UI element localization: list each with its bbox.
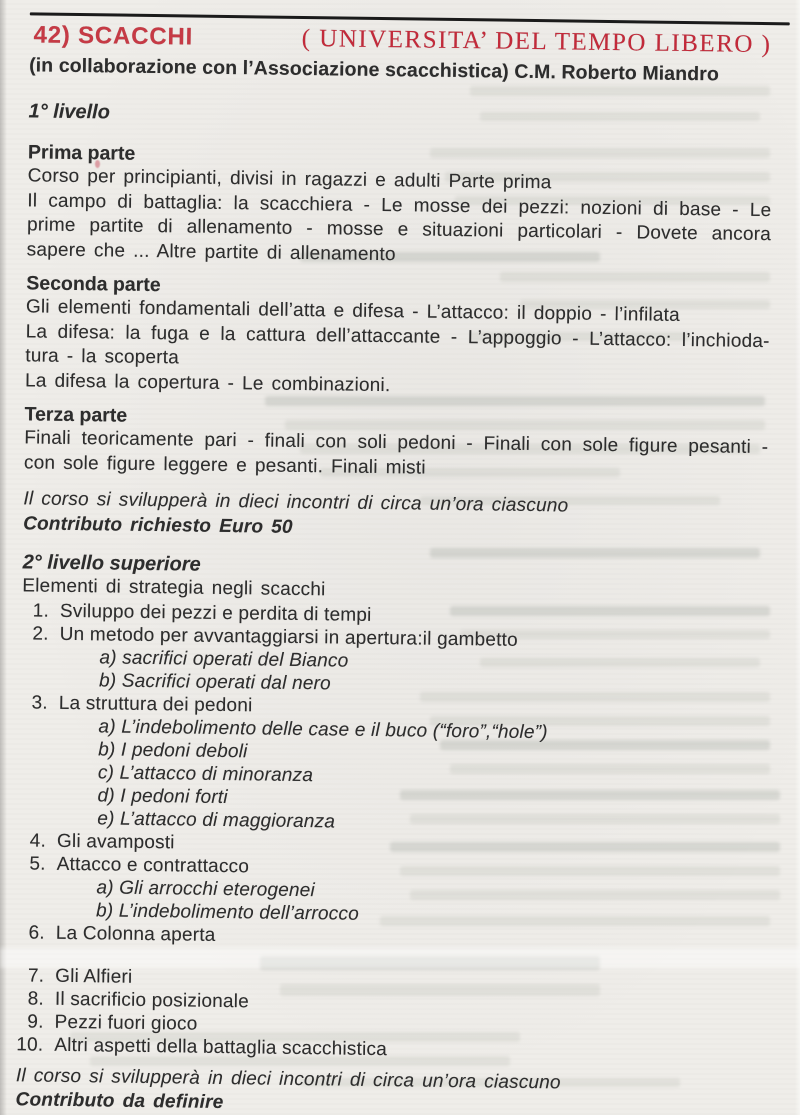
list-subitem: a) L’indebolimento delle case e il buco (“foro”,“hole”) xyxy=(98,715,548,743)
list-subitem: a) sacrifici operati del Bianco xyxy=(99,646,349,672)
list-item-text: La Colonna aperta xyxy=(55,922,216,946)
list-item-text: La struttura dei pedoni xyxy=(58,692,253,716)
list-item-text: Un metodo per avvantaggiarsi in apertura:il gambetto xyxy=(59,623,519,651)
list-item-text: Sviluppo dei pezzi e perdita di tempi xyxy=(59,600,372,626)
list-item-number: 6. xyxy=(28,921,45,944)
paragraph: La difesa: la fuga e la cattura dell’attaccante - L’appoggio - L’attacco: l’inchioda-tura - la scoperta xyxy=(25,320,770,369)
list-item-text: Altri aspetti della battaglia scacchistica xyxy=(54,1034,388,1060)
list-item-number: 9. xyxy=(27,1010,44,1033)
paragraph: Gli elementi fondamentali dell’atta e difesa - L’attacco: il doppio - l’infilata xyxy=(25,296,681,326)
list-subitem: b) Sacrifici operati dal nero xyxy=(98,669,332,694)
list-subitem: b) I pedoni deboli xyxy=(98,738,248,762)
list-item-text: Gli Alfieri xyxy=(55,965,133,988)
list-item-number: 8. xyxy=(27,987,45,1010)
part-heading-prima: Prima parte xyxy=(27,141,136,165)
level1-fee-note: Contributo richiesto Euro 50 xyxy=(23,512,293,538)
list-item-number: 1. xyxy=(32,599,50,622)
list-item-number: 4. xyxy=(29,829,47,852)
list-item-number: 10. xyxy=(16,1033,44,1056)
section-seconda-parte xyxy=(25,271,771,403)
level2-intro: Elementi di strategia negli scacchi xyxy=(22,575,326,601)
level2-duration-note: Il corso si svilupperà in dieci incontri di circa un’ora ciascuno xyxy=(15,1064,561,1093)
strategy-topic-list xyxy=(16,599,766,1066)
list-subitem: b) L’indebolimento dell’arrocco xyxy=(95,899,360,925)
list-item-number: 7. xyxy=(27,964,45,987)
institution-name: ( UNIVERSITA’ DEL TEMPO LIBERO ) xyxy=(301,24,772,59)
level2-fee-note: Contributo da definire xyxy=(15,1089,224,1114)
list-item-number: 5. xyxy=(29,852,46,875)
list-subitem: a) Gli arrocchi eterogenei xyxy=(96,876,316,901)
level1-duration-note: Il corso si svilupperà in dieci incontri di circa un’ora ciascuno xyxy=(23,488,569,517)
part-heading-terza: Terza parte xyxy=(24,403,128,427)
section-prima-parte xyxy=(27,140,773,272)
collaboration-line: (in collaborazione con l’Associazione scacchistica) C.M. Roberto Miandro xyxy=(29,54,720,86)
list-item-number: 2. xyxy=(32,622,49,645)
paragraph: Il campo di battaglia: la scacchiera - Le mosse dei pezzi: nozioni di base - Le prime partite di allenamento - mosse e situazioni particolari - Dovete ancora sapere che ... Altre partite di allenamento xyxy=(26,189,772,265)
paragraph: Finali teoricamente pari - finali con soli pedoni - Finali con sole figure pesanti - con sole figure leggere e pesanti. Finali misti xyxy=(23,427,769,479)
list-item-text: Attacco e contrattacco xyxy=(56,853,250,877)
course-title: 42) SCACCHI xyxy=(33,21,194,51)
list-item-number: 3. xyxy=(31,691,48,714)
list-item-text: Pezzi fuori gioco xyxy=(54,1011,198,1035)
list-item-text: Il sacrificio posizionale xyxy=(54,988,250,1012)
paragraph: Corso per principianti, divisi in ragazzi e adulti Parte prima xyxy=(27,165,552,194)
list-subitem: c) L’attacco di minoranza xyxy=(97,761,314,786)
part-heading-seconda: Seconda parte xyxy=(26,272,161,297)
list-subitem: e) L’attacco di maggioranza xyxy=(97,807,336,832)
list-subitem: d) I pedoni forti xyxy=(97,784,228,808)
level2-title: 2° livello superiore xyxy=(22,551,201,576)
level1-title: 1° livello xyxy=(28,100,111,124)
section-terza-parte xyxy=(24,402,769,485)
list-item-text: Gli avamposti xyxy=(56,830,175,853)
paragraph: La difesa la copertura - Le combinazioni. xyxy=(24,369,391,396)
